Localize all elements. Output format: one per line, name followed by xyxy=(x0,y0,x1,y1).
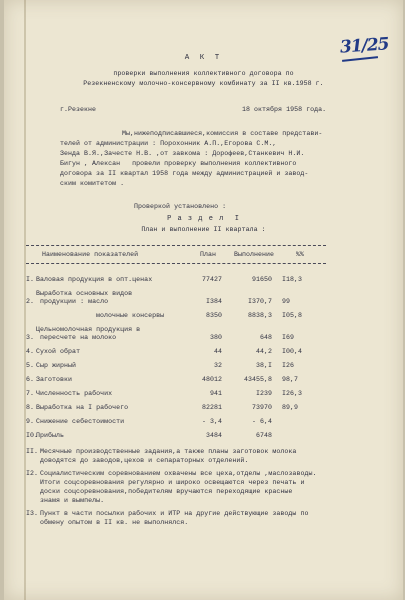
table-top-rule xyxy=(26,245,326,246)
row-name: Заготовки xyxy=(36,376,73,383)
row-pct: I69 xyxy=(282,334,295,341)
row-plan: 44 xyxy=(213,348,222,355)
row-number: 4. xyxy=(26,348,35,355)
row-pct: I00,4 xyxy=(282,348,303,355)
intro-line: телей от администрации : Порохонник А.П.,Егорова С.М., xyxy=(60,140,277,147)
header-name: Наименование показателей xyxy=(42,251,139,258)
row-pct: 98,7 xyxy=(282,376,299,383)
intro-line: ским комитетом . xyxy=(60,180,125,187)
row-number: 2. xyxy=(26,298,35,305)
note-line: доски соцсоревнования,победителям вручаются переходящие красные xyxy=(40,488,293,495)
row-done: - 6,4 xyxy=(251,418,272,425)
row-plan: I384 xyxy=(205,298,222,305)
row-name: молочные консервы xyxy=(96,312,165,319)
row-number: 3. xyxy=(26,334,35,341)
row-done: 91650 xyxy=(251,276,272,283)
row-plan: 8350 xyxy=(205,312,222,319)
note-line: Пункт в части посылки рабочих и ИТР на другие действующие заводы по xyxy=(40,510,309,517)
row-plan: - 3,4 xyxy=(201,418,222,425)
note-number: II. xyxy=(26,448,39,455)
table-header-rule xyxy=(26,263,326,264)
row-number: 9. xyxy=(26,418,35,425)
row-done: 43455,8 xyxy=(243,376,272,383)
note-line: доводятся до заводов,цехов и сепараторных отделений. xyxy=(40,457,249,464)
note-line: Итоги соцсоревнования регулярно и широко освещаются через печать и xyxy=(40,479,305,486)
row-name: Сухой обрат xyxy=(36,348,81,355)
row-number: I0. xyxy=(26,432,39,439)
row-name: Прибыль xyxy=(36,432,65,439)
intro-line: договора за II квартал 1958 года между администрацией и завод- xyxy=(60,170,309,177)
row-name: Сыр жирный xyxy=(36,362,77,369)
row-name: Снижение себестоимости xyxy=(36,418,125,425)
note-number: I3. xyxy=(26,510,39,517)
row-plan: 941 xyxy=(209,390,222,397)
row-pct: I05,8 xyxy=(282,312,303,319)
row-pct: 89,9 xyxy=(282,404,299,411)
intro-line: Зенда В.Я.,Зачесте Н.В. ,от завкома : Дорофеев,Станкевич Н.И. xyxy=(60,150,305,157)
row-plan: 82281 xyxy=(201,404,222,411)
header-done: Выполнение xyxy=(234,251,275,258)
intro-line: Мы,нижеподписавшиеся,комиссия в составе представи- xyxy=(122,130,323,137)
note-number: I2. xyxy=(26,470,39,477)
row-number: 6. xyxy=(26,376,35,383)
row-pct: 99 xyxy=(282,298,291,305)
note-line: обмену опытом в II кв. не выполнялся. xyxy=(40,519,189,526)
row-plan: 3484 xyxy=(205,432,222,439)
row-done: 38,I xyxy=(255,362,272,369)
document-title: А К Т xyxy=(184,54,223,62)
row-done: 648 xyxy=(259,334,272,341)
note-line: Месячные производственные задания,а также планы заготовок молока xyxy=(40,448,297,455)
row-number: 7. xyxy=(26,390,35,397)
intro-line: Бигун , Алексан провели проверку выполнения коллективного xyxy=(60,160,297,167)
city: г.Резекне xyxy=(60,106,97,113)
row-name: Цельномолочная продукция в xyxy=(36,326,141,333)
established-heading: Проверкой установлено : xyxy=(134,203,227,210)
section-subtitle: План и выполнение II квартала : xyxy=(141,226,266,233)
row-plan: 77427 xyxy=(201,276,222,283)
subtitle-line-2: Резекненскому молочно-консервному комбинату за II кв.1958 г. xyxy=(83,80,324,87)
row-number: 8. xyxy=(26,404,35,411)
row-pct: I26 xyxy=(282,362,295,369)
document-page xyxy=(4,0,403,600)
row-number: 5. xyxy=(26,362,35,369)
row-done: I370,7 xyxy=(247,298,272,305)
row-done: I239 xyxy=(255,390,272,397)
header-pct: %% xyxy=(296,251,305,258)
row-plan: 32 xyxy=(213,362,222,369)
handwritten-page-number: 31/25 xyxy=(339,34,390,58)
section-title: Р а з д е л I xyxy=(167,215,240,223)
row-name: пересчете на молоко xyxy=(40,334,117,341)
row-number: I. xyxy=(26,276,35,283)
row-name: продукции : масло xyxy=(40,298,109,305)
row-done: 6748 xyxy=(255,432,272,439)
document-date: 18 октября 1958 года. xyxy=(242,106,327,113)
note-line: знамя и вымпелы. xyxy=(40,497,105,504)
note-line: Социалистическим соревнованием охвачены все цеха,отделы ,маслозаводы. xyxy=(40,470,317,477)
row-name: Валовая продукция в опт.ценах xyxy=(36,276,153,283)
row-name: Выработка на I рабочего xyxy=(36,404,129,411)
row-pct: I18,3 xyxy=(282,276,303,283)
row-done: 44,2 xyxy=(255,348,272,355)
header-plan: План xyxy=(200,251,217,258)
row-done: 73970 xyxy=(251,404,272,411)
subtitle-line-1: проверки выполнения коллективного договора по xyxy=(113,70,294,77)
row-plan: 48012 xyxy=(201,376,222,383)
row-pct: I26,3 xyxy=(282,390,303,397)
row-name: Численность рабочих xyxy=(36,390,113,397)
row-name: Выработка основных видов xyxy=(36,290,133,297)
row-plan: 380 xyxy=(209,334,222,341)
row-done: 8838,3 xyxy=(247,312,272,319)
